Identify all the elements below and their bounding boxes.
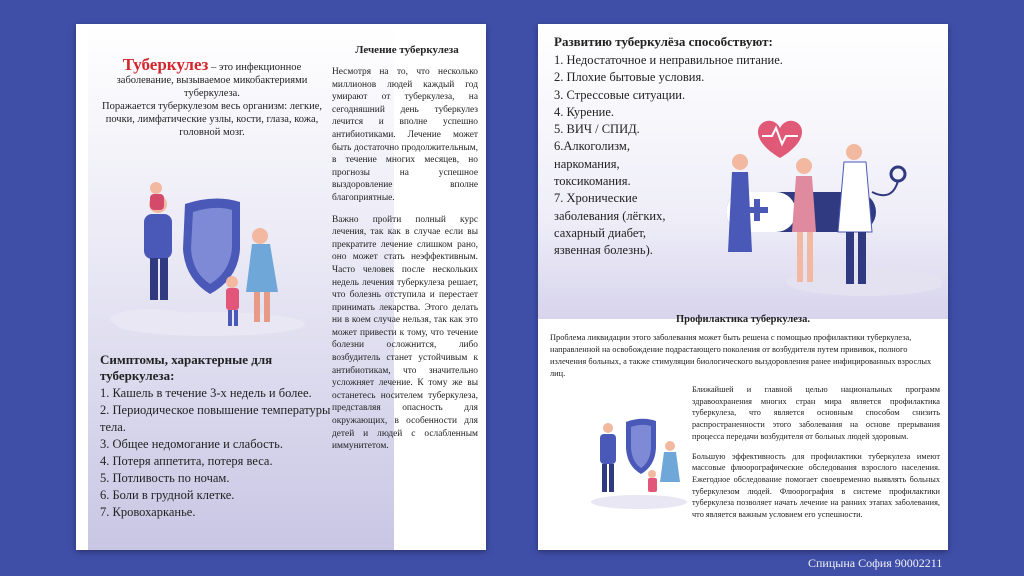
symptom-item: 4. Потеря аппетита, потеря веса.	[100, 454, 273, 468]
factor-item: 7. Хронические заболевания (лёгких, сахарный диабет, язвенная болезнь).	[554, 191, 666, 258]
left-page	[76, 24, 486, 550]
stethoscope-icon	[891, 167, 905, 181]
factor-item: 1. Недостаточное и неправильное питание.	[554, 53, 783, 67]
family-shield-illustration	[90, 174, 320, 344]
factor-item: 3. Стрессовые ситуации.	[554, 87, 686, 102]
symptoms-list	[100, 385, 336, 521]
intro-block	[94, 55, 330, 139]
author-credit: Спицына София 90002211	[808, 556, 943, 570]
symptom-item: 5. Потливость по ночам.	[100, 471, 230, 485]
factor-item: 2. Плохие бытовые условия.	[554, 70, 705, 85]
prevention-text	[692, 384, 940, 529]
factor-item: 6.Алкоголизм, наркомания, токсикомания.	[554, 139, 631, 189]
symptom-item: 2. Периодическое повышение температуры тела.	[100, 403, 331, 434]
symptom-item: 1. Кашель в течение 3-х недель и более.	[100, 386, 312, 400]
family-shield-small-illustration	[584, 412, 694, 512]
treatment-heading: Лечение туберкулеза	[355, 44, 459, 56]
prevention-paragraph: Большую эффективность для профилактики туберкулеза имеют массовые флюорографические обследования взрослого населения. Ежегодное обследование помогает своевременно выявлять больных туберкулезом людей. Флюорография в системе профилактики туберкулеза позволяет начать лечение на ранних этапах заболевания, что является важным условием его успешности.	[692, 451, 940, 520]
symptom-item: 7. Кровохарканье.	[100, 505, 196, 519]
symptoms-heading: Симптомы, характерные для туберкулеза:	[100, 352, 273, 383]
right-page	[538, 24, 948, 550]
doctors-illustration	[706, 112, 942, 302]
definition-text: – это инфекционное заболевание, вызываемое микобактериями туберкулеза.	[116, 62, 308, 99]
factor-item: 5. ВИЧ / СПИД.	[554, 122, 640, 137]
factors-heading: Развитию туберкулёза способствуют:	[554, 34, 773, 49]
symptom-item: 3. Общее недомогание и слабость.	[100, 437, 283, 451]
treatment-paragraph: Важно пройти полный курс лечения, так как в случае если вы прекратите лечение слишком рано, оно может стать неэффективным. Часто человек после нескольких недель лечения туберкулеза решает, что болезнь отступила и перестает принимать лекарства. Этого делать ни в коем случае нельзя, так как это может привести к тому, что течение болезни осложнится, либо возбудитель станет устойчивым к антибиотикам, что значительно усложняет лечение. К тому же вы останетесь носителем туберкулеза, представляя опасность для окружающих, в особенности для детей и людей с ослабленным иммунитетом.	[332, 214, 478, 452]
treatment-paragraph: Несмотря на то, что несколько миллионов людей каждый год умирают от туберкулеза, на сегодняшний день туберкулез лечится и вполне успешно антибиотиками. Лечение может быть достаточно продолжительным, в течение многих месяцев, но прогнозы на успешное выздоровление вполне благоприятные.	[332, 67, 478, 203]
tuberculosis-keyword: Туберкулез	[122, 55, 209, 74]
prevention-intro: Проблема ликвидации этого заболевания может быть решена с помощью профилактики туберкулеза, направленной на освобождение подрастающего поколения от возбудителя путем прививок, полного излечения больных, а также стимуляции биологического выздоровления ранее инфицированных взрослых лиц.	[550, 333, 932, 378]
prevention-heading: Профилактика туберкулеза.	[675, 314, 810, 325]
factors-list	[554, 52, 783, 260]
factor-item: 4. Курение.	[554, 104, 614, 119]
prevention-paragraph: Ближайшей и главной целью национальных программ здравоохранения многих стран мира является профилактика туберкулеза, что является основным способом снизить распространенности этого заболевания на основе прерывания процесса передачи возбудителя от больных людей здоровым.	[692, 385, 940, 441]
treatment-text	[332, 66, 478, 462]
symptom-item: 6. Боли в грудной клетке.	[100, 488, 235, 502]
organs-text: Поражается туберкулезом весь организм: легкие, почки, лимфатические узлы, кости, глаза, кожа, головной мозг.	[102, 101, 322, 138]
